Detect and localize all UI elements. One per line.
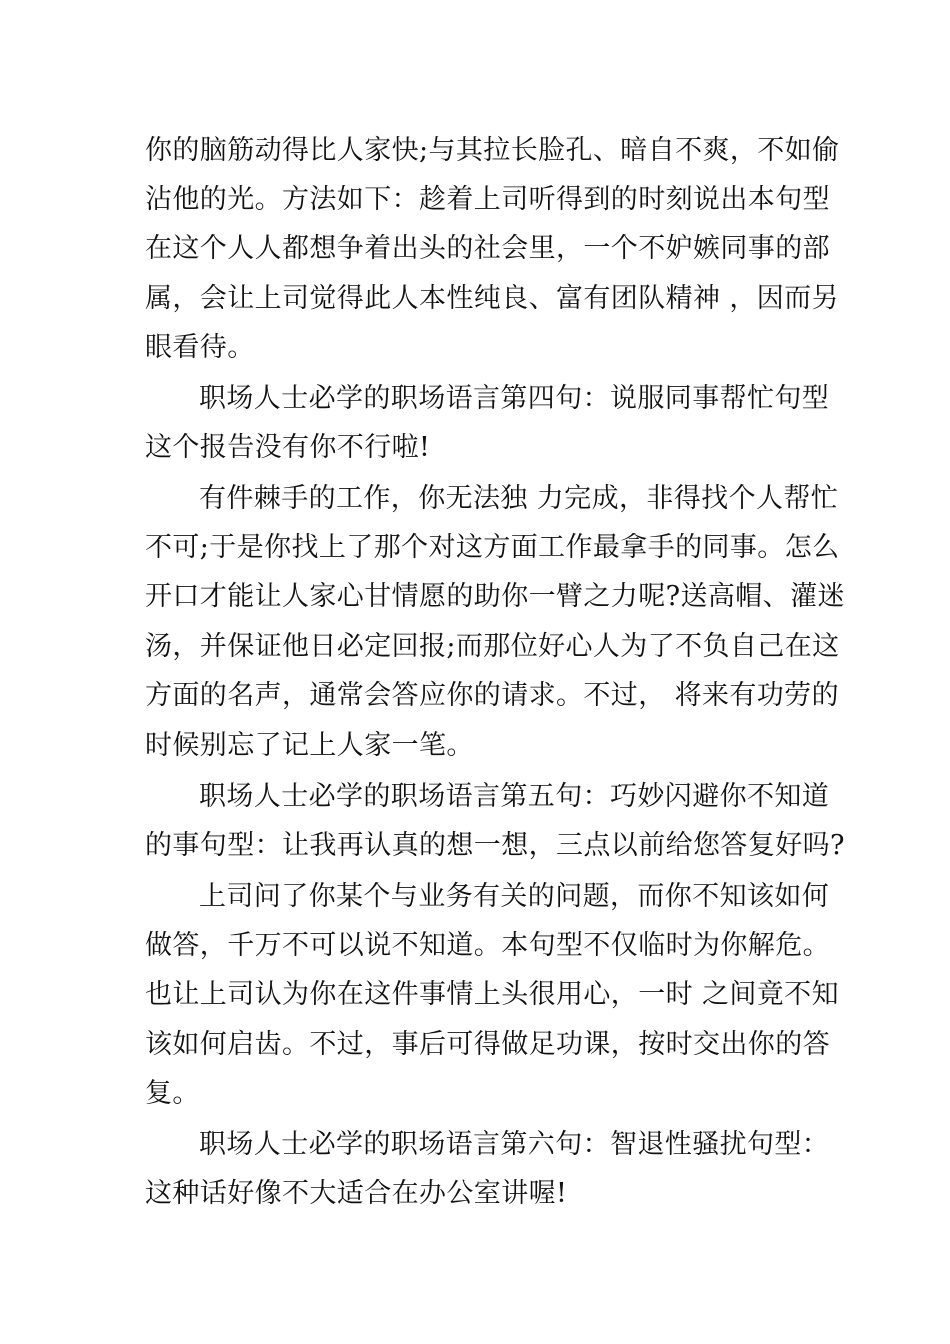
text-line: 做答，千万不可以说不知道。本句型不仅临时为你解危。: [145, 930, 830, 961]
text-line: 时候别忘了记上人家一笔。: [145, 730, 474, 761]
text-line: 属，会让上司觉得此人本性纯良、富有团队精神 ，因而另: [145, 283, 839, 314]
section-heading: 职场人士必学的职场语言第六句：智退性骚扰句型：: [199, 1129, 830, 1160]
section-heading: 职场人士必学的职场语言第四句：说服同事帮忙句型: [199, 383, 830, 414]
section-heading: 职场人士必学的职场语言第五句：巧妙闪避你不知道: [199, 781, 830, 812]
text-line: 汤，并保证他日必定回报;而那位好心人为了不负自己在这: [145, 631, 840, 662]
text-line: 在这个人人都想争着出头的社会里，一个不妒嫉同事的部: [145, 233, 830, 264]
text-line: 开口才能让人家心甘情愿的助你一臂之力呢?送高帽、灌迷: [145, 581, 845, 612]
text-line: 上司问了你某个与业务有关的问题，而你不知该如何: [199, 881, 830, 912]
text-line: 也让上司认为你在这件事情上头很用心，一时 之间竟不知: [145, 979, 839, 1010]
text-line: 这个报告没有你不行啦!: [145, 432, 431, 463]
text-line: 有件棘手的工作，你无法独 力完成，非得找个人帮忙: [199, 483, 839, 514]
text-line: 这种话好像不大适合在办公室讲喔!: [145, 1178, 568, 1209]
text-line: 眼看待。: [145, 332, 255, 363]
text-line: 复。: [145, 1078, 200, 1109]
text-line: 的事句型：让我再认真的想一想，三点以前给您答复好吗?: [145, 830, 845, 861]
text-line: 该如何启齿。不过，事后可得做足功课，按时交出你的答: [145, 1029, 830, 1060]
text-line: 不可;于是你找上了那个对这方面工作最拿手的同事。怎么: [145, 532, 840, 563]
text-line: 你的脑筋动得比人家快;与其拉长脸孔、暗自不爽，不如偷: [145, 135, 840, 166]
text-line: 方面的名声，通常会答应你的请求。不过， 将来有功劳的: [145, 680, 839, 711]
text-line: 沾他的光。方法如下：趁着上司听得到的时刻说出本句型: [145, 184, 830, 215]
